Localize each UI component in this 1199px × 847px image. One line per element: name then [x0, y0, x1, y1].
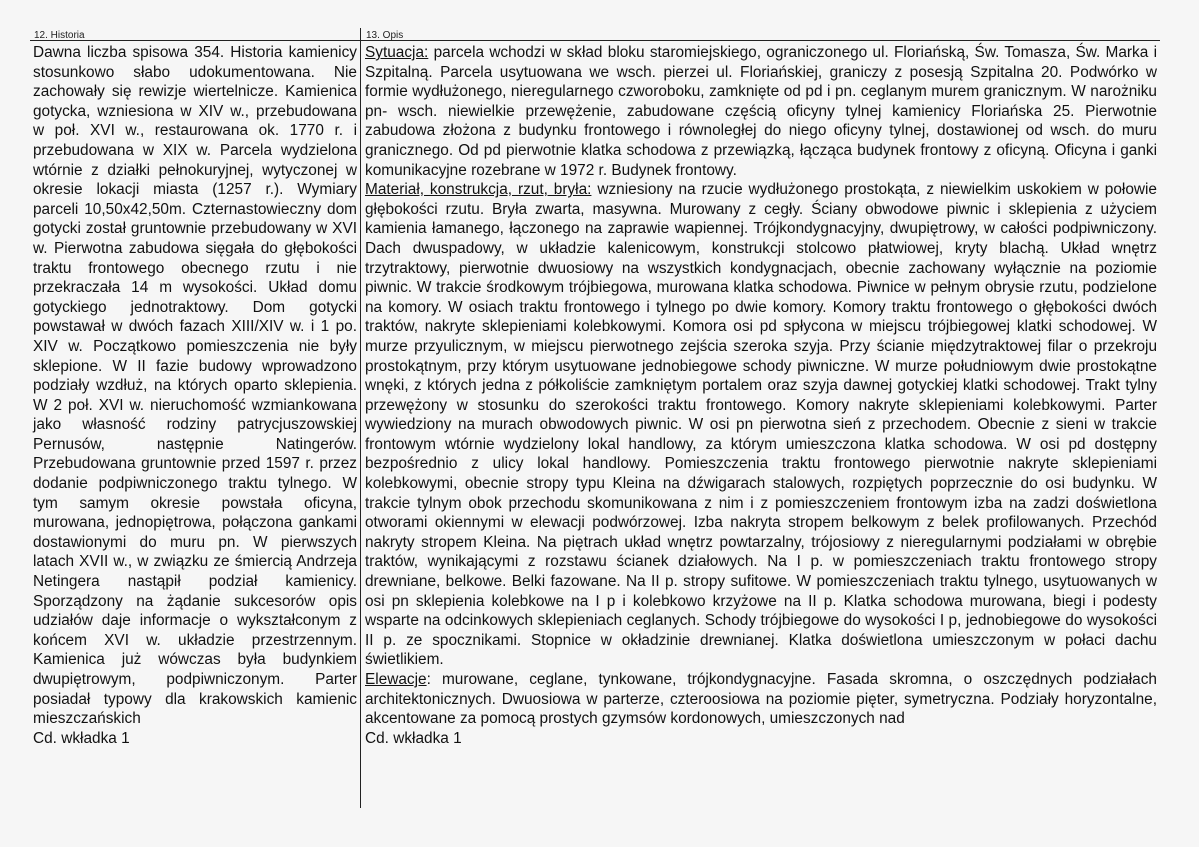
opis-material [365, 180, 1157, 670]
opis-continuation: Cd. wkładka 1 [365, 729, 462, 747]
column-divider [360, 28, 361, 808]
opis-elewacje [365, 670, 1157, 729]
header-rule [30, 40, 1160, 41]
elewacje-text: : murowane, ceglane, tynkowane, trójkondygnacyjne. Fasada skromna, o oszczędnych podziałach architektonicznych. Dwuosiowa w parterze, czteroosiowa na poziomie pięter, symetryczna. Podziały horyzontalne, akcentowane za pomocą prostych gzymsów kordonowych, umieszczonych nad [365, 671, 1157, 728]
sytuacja-text: parcela wchodzi w skład bloku staromiejskiego, ograniczonego ul. Floriańską, Św. Tomasza, Św. Marka i Szpitalną. Parcela usytuowana we wsch. pierzei ul. Floriańskiej, graniczy z posesją Szpitalna 20. Podwórko w formie wydłużonego, nieregularnego czworoboku, zamknięte od pd i pn. ceglanym murem granicznym. W narożniku pn- wsch. niewielkie przewężenie, zabudowane częścią oficyny tylnej kamienicy Floriańska 25. Pierwotnie zabudowa złożona z budynku frontowego i równoległej do niego oficyny tylnej, dostawionej od wsch. do muru granicznego. Od pd pierwotnie klatka schodowa z przewiązką, łącząca budynek frontowy z oficyną. Oficyna i ganki komunikacyjne rozebrane w 1972 r. Budynek frontowy. [365, 44, 1157, 179]
historia-text: Dawna liczba spisowa 354. Historia kamienicy stosunkowo słabo udokumentowana. Nie zachowały się rewizje wiertelnicze. Kamienica gotycka, wzniesiona w XIV w., przebudowana w poł. XVI w., restaurowana ok. 1770 r. i przebudowana w XIX w. Parcela wydzielona wtórnie z działki pełnokuryjnej, wytyczonej w okresie lokacji miasta (1257 r.). Wymiary parceli 10,50x42,50m. Czternastowieczny dom gotycki został gruntownie przebudowany w XVI w. Pierwotna zabudowa sięgała do głębokości traktu frontowego obecnego rzutu i nie przekraczała 14 m wysokości. Układ domu gotyckiego jednotraktowy. Dom gotycki powstawał w dwóch fazach XIII/XIV w. i 1 po. XIV w. Początkowo pomieszczenia nie były sklepione. W II fazie budowy wprowadzono podziały wzdłuż, na których oparto sklepienia. W 2 poł. XVI w. nieruchomość wzmiankowana jako własność rodziny patrycjuszowskiej Pernusów, następnie Natingerów. Przebudowana gruntownie przed 1597 r. przez dodanie podpiwniczonego traktu tylnego. W tym samym okresie powstała oficyna, murowana, jednopiętrowa, połączona gankami dostawionymi do muru pn. W pierwszych latach XVII w., w związku ze śmiercią Andrzeja Netingera nastąpił podział kamienicy. Sporządzony na żądanie sukcesorów opis udziałów daje informacje o wykształconym z końcem XVI w. układzie przestrzennym. Kamienica już wówczas była budynkiem dwupiętrowym, podpiwniczonym. Parter posiadał typowy dla krakowskich kamienic mieszczańskich [33, 44, 357, 728]
opis-column [365, 43, 1157, 748]
opis-sytuacja [365, 43, 1157, 180]
material-label: Materiał, konstrukcja, rzut, bryła: [365, 181, 592, 199]
material-text: wzniesiony na rzucie wydłużonego prostokąta, z niewielkim uskokiem w połowie głębokości rzutu. Bryła zwarta, masywna. Murowany z cegły. Ściany obwodowe piwnic i sklepienia z użyciem kamienia łamanego, łączonego na zaprawie wapiennej. Trójkondygnacyjny, dwupiętrowy, w całości podpiwniczony. Dach dwuspadowy, w układzie kalenicowym, konstrukcji stolcowo płatwiowej, kryty blachą. Układ wnętrz trzytraktowy, pierwotnie dwuosiowy na wszystkich kondygnacjach, obecnie zachowany wyłącznie na poziomie piwnic. W trakcie środkowym trójbiegowa, murowana klatka schodowa. Piwnice w pełnym obrysie rzutu, podzielone na komory. W osiach traktu frontowego i tylnego po dwie komory. Komory traktu frontowego o głębokości dwóch traktów, nakryte sklepieniami kolebkowymi. Komora osi pd spłycona w miejscu trójbiegowej klatki schodowej. W murze przyulicznym, w miejscu pierwotnego zejścia szeroka szyja. Przy ścianie międzytraktowej filar o przekroju prostokątnym, przy którym usytuowane jednobiegowe schody piwniczne. W murze południowym dwie prostokątne wnęki, z których jedna z półkoliście zamkniętym portalem oraz szyja dawnej gotyckiej klatki schodowej. Trakt tylny przewężony w stosunku do szerokości traktu frontowego. Komory nakryte sklepieniami kolebkowymi. Parter wywiedziony na murach obwodowych piwnic. W osi pn pierwotna sień z przechodem. Obecnie z sieni w trakcie frontowym wtórnie wydzielony lokal handlowy, za którym umieszczona klatka schodowa. W osi pd dostępny bezpośrednio z ulicy lokal handlowy. Pomieszczenia traktu frontowego pierwotnie nakryte sklepieniami kolebkowymi, obecnie stropy typu Kleina na dźwigarach stalowych, rozpiętych poprzecznie do osi budynku. W trakcie tylnym obok przechodu skomunikowana z nim i z pomieszczeniem frontowym izba na zadzi doświetlona otworami okiennymi w elewacji podwórzowej. Izba nakryta stropem belkowym z belek profilowanych. Przechód nakryty stropem Kleina. Na piętrach układ wnętrz powtarzalny, trójosiowy z nieregularnymi podziałami w obrębie traktów, wynikającymi z rozstawu ścianek działowych. Na I p. w pomieszczeniach traktu frontowego stropy drewniane, belkowe. Belki fazowane. Na II p. stropy sufitowe. W pomieszczeniach traktu tylnego, usytuowanych w osi pn sklepienia kolebkowe na I p i kolebkowo krzyżowe na II p. Klatka schodowa murowana, biegi i podesty wsparte na odcinkowych sklepieniach ceglanych. Schody trójbiegowe do wysokości I p, jednobiegowe do wysokości II p. ze spocznikami. Stopnice w okładzinie drewnianej. Klatka doświetlona umieszczonym w połaci dachu świetlikiem. [365, 181, 1157, 669]
section-header-opis: 13. Opis [366, 30, 404, 41]
historia-continuation: Cd. wkładka 1 [33, 729, 130, 747]
elewacje-label: Elewacje [365, 671, 427, 688]
sytuacja-label: Sytuacja: [365, 44, 429, 61]
section-header-historia: 12. Historia [34, 30, 85, 41]
historia-column [33, 43, 357, 748]
